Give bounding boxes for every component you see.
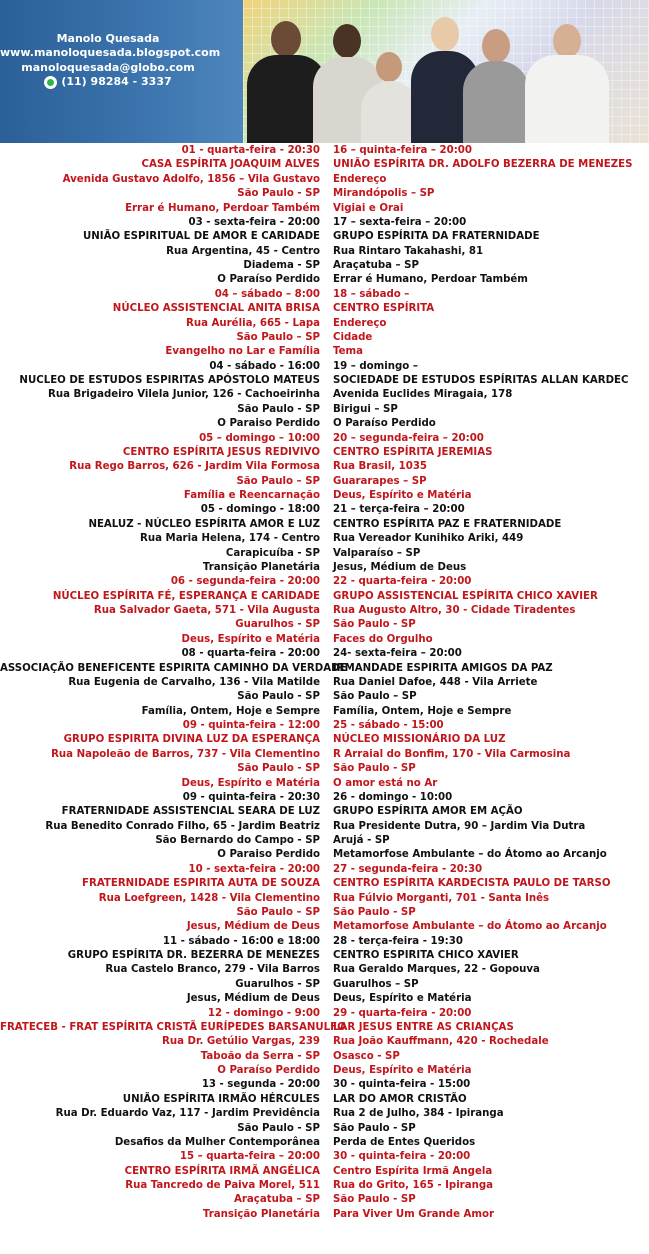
event-venue: GRUPO ESPÍRITA DR. BEZERRA DE MENEZES xyxy=(67,950,320,961)
event-address: Rua Vereador Kunihiko Ariki, 449 xyxy=(333,533,524,545)
event-city: São Paulo - SP xyxy=(333,1194,416,1206)
event-address: Rua Argentina, 45 - Centro xyxy=(166,245,320,257)
person-silhouette xyxy=(463,25,529,143)
event-city: Mirandópolis – SP xyxy=(333,188,435,200)
event-venue: CASA ESPÍRITA JOAQUIM ALVES xyxy=(141,159,320,171)
event-theme: Jesus, Médium de Deus xyxy=(186,921,320,933)
event-date: 01 - quarta-feira - 20:30 xyxy=(181,145,320,156)
event-venue: ASSOCIAÇÃO BENEFICENTE ESPIRITA CAMINHO DA VERDADE xyxy=(0,662,347,674)
event-schedule xyxy=(0,144,649,1226)
event-address: Rua Eugenia de Carvalho, 136 - Vila Matilde xyxy=(68,676,320,688)
event-address: R Arraial do Bonfim, 170 - Vila Carmosina xyxy=(333,748,571,760)
event-venue: LAR DO AMOR CRISTÃO xyxy=(333,1093,467,1105)
event-address: Rua do Grito, 165 - Ipiranga xyxy=(333,1180,494,1191)
event-entry xyxy=(0,575,320,647)
event-venue: NÚCLEO ESPÍRITA FÉ, ESPERANÇA E CARIDADE xyxy=(52,590,320,602)
event-venue: UNIÃO ESPÍRITA DR. ADOLFO BEZERRA DE MENEZES xyxy=(333,159,633,171)
event-city: Taboão da Serra - SP xyxy=(200,1050,320,1062)
event-address: Rua Augusto Altro, 30 - Cidade Tiradentes xyxy=(333,605,576,616)
event-venue: NÚCLEO MISSIONÁRIO DA LUZ xyxy=(333,734,506,746)
event-city: Guarulhos – SP xyxy=(333,978,419,990)
event-entry xyxy=(333,216,649,288)
event-entry xyxy=(0,216,320,288)
event-theme: Metamorfose Ambulante – do Átomo ao Arcanjo xyxy=(333,849,607,861)
event-date: 05 – domingo – 10:00 xyxy=(199,432,320,444)
event-theme: O Paraíso Perdido xyxy=(217,274,320,286)
event-address: Rua Rego Barros, 626 - Jardim Vila Formosa xyxy=(69,461,320,473)
event-theme: Desafios da Mulher Contemporânea xyxy=(114,1136,320,1148)
event-entry xyxy=(0,503,320,575)
event-city: Cidade xyxy=(333,331,373,343)
event-date: 13 - segunda - 20:00 xyxy=(201,1079,320,1091)
event-theme: Deus, Espírito e Matéria xyxy=(333,1065,472,1076)
event-date: 19 – domingo – xyxy=(333,360,418,372)
event-theme: Evangelho no Lar e Família xyxy=(165,346,320,358)
event-entry xyxy=(0,863,320,935)
event-theme: Deus, Espírito e Matéria xyxy=(333,490,472,501)
event-city: Arujá - SP xyxy=(333,835,390,846)
event-venue: CENTRO ESPÍRITA IRMÃ ANGÉLICA xyxy=(124,1165,320,1177)
event-date: 04 – sábado – 8:00 xyxy=(214,288,320,300)
event-venue: SOCIEDADE DE ESTUDOS ESPÍRITAS ALLAN KARDEC xyxy=(333,375,629,386)
event-date: 16 – quinta-feira – 20:00 xyxy=(333,145,472,156)
event-date: 22 - quarta-feira - 20:00 xyxy=(333,576,472,588)
event-theme: Para Viver Um Grande Amor xyxy=(333,1208,495,1220)
event-city: Araçatuba – SP xyxy=(333,260,419,271)
event-city: Valparaíso – SP xyxy=(333,547,421,559)
event-venue: GRUPO ASSISTENCIAL ESPÍRITA CHICO XAVIER xyxy=(333,590,598,602)
event-address: Rua Tancredo de Paiva Morel, 511 xyxy=(125,1180,320,1191)
event-theme: Deus, Espírito e Matéria xyxy=(181,633,320,645)
event-date: 29 - quarta-feira - 20:00 xyxy=(333,1007,472,1019)
event-city: São Paulo – SP xyxy=(236,475,320,487)
event-venue: CENTRO ESPÍRITA JEREMIAS xyxy=(333,446,493,458)
event-entry xyxy=(333,719,649,791)
event-city: São Paulo - SP xyxy=(237,763,320,775)
event-theme: Deus, Espírito e Matéria xyxy=(333,993,472,1005)
event-entry xyxy=(333,144,649,216)
event-address: Rua Dr. Getúlio Vargas, 239 xyxy=(161,1036,320,1048)
event-entry xyxy=(0,647,347,719)
event-entry xyxy=(333,432,649,504)
event-theme: Faces do Orgulho xyxy=(333,633,433,645)
event-city: São Bernardo do Campo - SP xyxy=(155,835,320,846)
author-name: Manolo Quesada xyxy=(56,32,160,45)
event-entry xyxy=(333,1007,649,1079)
event-entry xyxy=(0,719,320,791)
event-city: São Paulo - SP xyxy=(333,906,416,918)
email-link[interactable]: manoloquesada@globo.com xyxy=(21,60,195,74)
event-date: 18 – sábado – xyxy=(333,288,410,300)
event-city: São Paulo - SP xyxy=(237,403,320,415)
event-date: 03 - sexta-feira - 20:00 xyxy=(188,216,320,228)
event-entry xyxy=(0,1007,346,1079)
event-date: 10 - sexta-feira - 20:00 xyxy=(188,863,320,875)
contact-block xyxy=(0,32,221,93)
event-city: São Paulo – SP xyxy=(333,691,417,703)
event-entry xyxy=(0,144,320,216)
event-address: Rua Fúlvio Morganti, 701 - Santa Inês xyxy=(333,892,550,904)
event-theme: O Paraíso Perdido xyxy=(333,418,436,430)
event-theme: O Paraíso Perdido xyxy=(217,1065,320,1076)
event-date: 04 - sábado - 16:00 xyxy=(209,360,320,372)
event-address: Rua Benedito Conrado Filho, 65 - Jardim Beatriz xyxy=(45,820,320,832)
event-venue: IRMANDADE ESPIRITA AMIGOS DA PAZ xyxy=(333,662,553,674)
event-address: Rua João Kauffmann, 420 - Rochedale xyxy=(333,1036,549,1048)
event-city: São Paulo - SP xyxy=(237,188,320,200)
event-address: Rua Brasil, 1035 xyxy=(333,461,428,473)
event-date: 27 - segunda-feira - 20:30 xyxy=(333,863,483,875)
event-venue: FRATECEB - FRAT ESPÍRITA CRISTÃ EURÍPEDES BARSANULFO xyxy=(0,1021,346,1033)
event-date: 30 - quinta-feira - 15:00 xyxy=(333,1079,471,1091)
event-date: 11 - sábado - 16:00 e 18:00 xyxy=(162,935,320,947)
event-address: Rua Presidente Dutra, 90 – Jardim Via Dutra xyxy=(333,820,586,832)
event-address: Rua Daniel Dafoe, 448 - Vila Arriete xyxy=(333,676,538,688)
event-address: Rua Geraldo Marques, 22 - Gopouva xyxy=(333,964,540,976)
group-photo xyxy=(243,0,649,143)
event-theme: Errar é Humano, Perdoar Também xyxy=(125,202,320,214)
event-city: Carapicuíba - SP xyxy=(225,547,320,559)
schedule-left-column xyxy=(0,144,347,1222)
event-theme: Perda de Entes Queridos xyxy=(333,1136,476,1148)
event-venue: NÚCLEO ASSISTENCIAL ANITA BRISA xyxy=(112,303,320,315)
event-date: 17 – sexta-feira – 20:00 xyxy=(333,216,467,228)
event-date: 28 - terça-feira - 19:30 xyxy=(333,935,463,947)
event-city: São Paulo – SP xyxy=(236,906,320,918)
event-address: Rua Rintaro Takahashi, 81 xyxy=(333,245,484,257)
event-entry xyxy=(333,1078,649,1150)
event-theme: Família, Ontem, Hoje e Sempre xyxy=(333,705,512,717)
header-banner xyxy=(0,0,649,143)
event-venue: CENTRO ESPÍRITA KARDECISTA PAULO DE TARSO xyxy=(333,878,611,890)
event-venue: GRUPO ESPIRITA DIVINA LUZ DA ESPERANÇA xyxy=(63,734,320,746)
event-city: São Paulo - SP xyxy=(333,1122,416,1134)
event-address: Endereço xyxy=(333,173,387,185)
whatsapp-icon xyxy=(44,76,57,89)
event-address: Rua Loefgreen, 1428 - Vila Clementino xyxy=(98,892,320,904)
event-entry xyxy=(0,432,320,504)
event-date: 15 – quarta-feira – 20:00 xyxy=(179,1151,320,1163)
event-city: Guarulhos - SP xyxy=(235,619,320,631)
event-theme: Deus, Espírito e Matéria xyxy=(181,777,320,789)
event-city: Diadema - SP xyxy=(243,260,320,271)
event-city: São Paulo - SP xyxy=(237,1122,320,1134)
event-theme: Família, Ontem, Hoje e Sempre xyxy=(141,705,320,717)
event-venue: NUCLEO DE ESTUDOS ESPIRITAS APÓSTOLO MATEUS xyxy=(19,375,320,386)
event-address: Avenida Euclides Miragaia, 178 xyxy=(333,389,513,401)
event-city: Guarulhos - SP xyxy=(235,978,320,990)
event-venue: LAR JESUS ENTRE AS CRIANÇAS xyxy=(333,1021,514,1033)
event-address: Rua Salvador Gaeta, 571 - Vila Augusta xyxy=(93,605,320,616)
event-venue: UNIÃO ESPIRITUAL DE AMOR E CARIDADE xyxy=(83,231,320,243)
event-theme: Transição Planetária xyxy=(202,1208,320,1220)
event-theme: Metamorfose Ambulante – do Átomo ao Arcanjo xyxy=(333,921,607,933)
event-entry xyxy=(333,791,649,863)
event-date: 06 - segunda-feira - 20:00 xyxy=(170,576,320,588)
event-theme: O Paraiso Perdido xyxy=(217,418,320,430)
event-entry xyxy=(0,791,320,863)
event-city: São Paulo - SP xyxy=(237,691,320,703)
event-theme: Vigiai e Orai xyxy=(333,202,404,214)
blog-link[interactable]: www.manoloquesada.blogspot.com xyxy=(0,46,221,60)
event-address: Rua 2 de Julho, 384 - Ipiranga xyxy=(333,1108,504,1120)
event-address: Rua Dr. Eduardo Vaz, 117 - Jardim Previdência xyxy=(55,1108,320,1120)
event-date: 25 - sábado - 15:00 xyxy=(333,720,444,731)
event-city: São Paulo – SP xyxy=(236,331,320,343)
event-entry xyxy=(333,575,649,647)
event-date: 09 - quinta-feira - 12:00 xyxy=(182,720,320,731)
event-date: 21 – terça-feira – 20:00 xyxy=(333,504,465,516)
event-entry xyxy=(333,503,649,575)
event-entry xyxy=(0,288,320,360)
event-venue: CENTRO ESPIRITA CHICO XAVIER xyxy=(333,950,519,961)
event-entry xyxy=(333,863,649,935)
event-venue: GRUPO ESPÍRITA DA FRATERNIDADE xyxy=(333,231,540,243)
event-entry xyxy=(333,647,649,719)
event-venue: CENTRO ESPÍRITA JESUS REDIVIVO xyxy=(122,446,320,458)
event-address: Rua Maria Helena, 174 - Centro xyxy=(140,533,320,545)
event-theme: Errar é Humano, Perdoar Também xyxy=(333,274,528,286)
event-theme: O amor está no Ar xyxy=(333,777,438,789)
event-address: Avenida Gustavo Adolfo, 1856 – Vila Gustavo xyxy=(62,173,320,185)
event-venue: CENTRO ESPÍRITA PAZ E FRATERNIDADE xyxy=(333,518,562,530)
event-city: Birigui – SP xyxy=(333,403,398,415)
event-date: 05 - domingo - 18:00 xyxy=(200,504,320,516)
event-venue: FRATERNIDADE ASSISTENCIAL SEARA DE LUZ xyxy=(61,806,320,818)
event-city: Osasco - SP xyxy=(333,1050,400,1062)
event-date: 30 - quinta-feira - 20:00 xyxy=(333,1151,471,1163)
event-entry xyxy=(333,288,649,360)
event-city: Guararapes – SP xyxy=(333,475,427,487)
event-venue: Centro Espírita Irmã Angela xyxy=(333,1165,493,1177)
event-date: 08 - quarta-feira - 20:00 xyxy=(181,648,320,660)
event-date: 12 - domingo - 9:00 xyxy=(207,1007,320,1019)
schedule-right-column xyxy=(333,144,649,1222)
event-theme: Jesus, Médium de Deus xyxy=(186,993,320,1005)
event-date: 26 - domingo - 10:00 xyxy=(333,791,453,803)
event-entry xyxy=(0,1078,320,1150)
event-venue: GRUPO ESPÍRITA AMOR EM AÇÃO xyxy=(333,806,523,818)
event-address: Endereço xyxy=(333,317,387,329)
event-venue: CENTRO ESPÍRITA xyxy=(333,303,435,315)
event-date: 24- sexta-feira – 20:00 xyxy=(333,648,462,660)
event-city: Araçatuba – SP xyxy=(234,1194,320,1206)
event-venue: NEALUZ - NÚCLEO ESPÍRITA AMOR E LUZ xyxy=(88,518,320,530)
phone-number: (11) 98284 - 3337 xyxy=(61,75,172,89)
event-venue: FRATERNIDADE ESPIRITA AUTA DE SOUZA xyxy=(82,878,320,890)
event-entry xyxy=(333,1150,649,1222)
event-address: Rua Aurélia, 665 - Lapa xyxy=(186,317,320,329)
event-date: 20 – segunda-feira – 20:00 xyxy=(333,432,484,444)
event-theme: O Paraiso Perdido xyxy=(217,849,320,861)
event-entry xyxy=(333,935,649,1007)
event-address: Rua Napoleão de Barros, 737 - Vila Clementino xyxy=(51,748,320,760)
event-city: São Paulo - SP xyxy=(333,619,416,631)
event-theme: Tema xyxy=(333,346,363,358)
event-date: 09 - quinta-feira - 20:30 xyxy=(182,791,320,803)
event-entry xyxy=(0,1150,320,1222)
event-theme: Família e Reencarnação xyxy=(183,490,320,501)
event-address: Rua Castelo Branco, 279 - Vila Barros xyxy=(105,964,320,976)
event-address: Rua Brigadeiro Vilela Junior, 126 - Cachoeirinha xyxy=(48,389,320,401)
event-entry xyxy=(0,360,320,432)
person-silhouette xyxy=(525,18,609,143)
event-city: São Paulo - SP xyxy=(333,763,416,775)
event-entry xyxy=(0,935,320,1007)
event-theme: Transição Planetária xyxy=(202,561,320,573)
event-entry xyxy=(333,360,649,432)
event-venue: UNIÃO ESPÍRITA IRMÃO HÉRCULES xyxy=(122,1093,320,1105)
event-theme: Jesus, Médium de Deus xyxy=(333,561,467,573)
